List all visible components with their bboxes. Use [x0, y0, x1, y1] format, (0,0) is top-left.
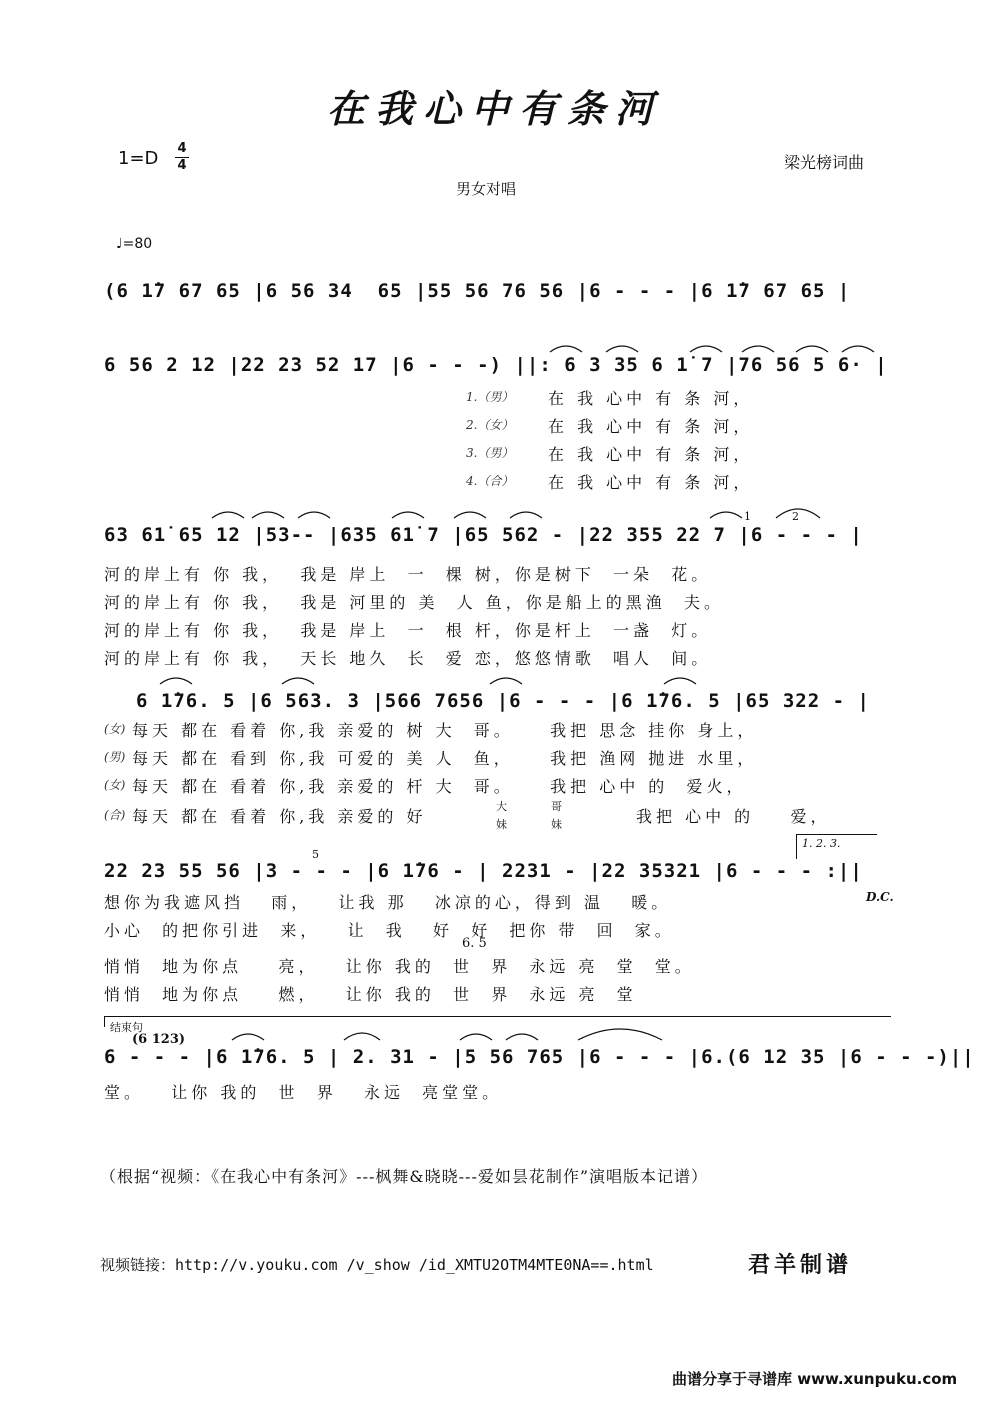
row4-lyric-2: 每天 都在 看到 你,我 可爱的 美 人 鱼， 我把 渔网 抛进 水里， [132, 749, 758, 768]
coda-grace-notes: (6 123) [132, 1032, 186, 1047]
video-link: 视频链接：http://v.youku.com /v_show /id_XMTU2OTM4MTE0NA==.html [100, 1256, 654, 1274]
verse-tag-3: 3.（男） [466, 446, 514, 460]
row4-lyric-1: 每天 都在 看着 你,我 亲爱的 树 大 哥。 我把 思念 挂你 身上， [132, 721, 758, 740]
row4-split-top: 大 哥 [496, 800, 568, 813]
row5-lyric-3: 悄悄 地为你点 亮， 让你 我的 世 界 永远 亮 堂 堂。 [104, 957, 695, 976]
score-row-5: 22 23 55 56 |3 - - - |6 1̇76 - | 2231 - |22 35321 |6 - - - :|| [104, 860, 863, 882]
row5-lyric-1: 想你为我遮风挡 雨， 让我 那 冰凉的心，得到 温 暖。 [104, 893, 672, 912]
site-footer: 曲谱分享于寻谱库 www.xunpuku.com [672, 1370, 958, 1388]
row3-lyric-3: 河的岸上有 你 我， 我是 岸上 一 根 杆，你是杆上 一盏 灯。 [104, 621, 712, 640]
performance-type: 男女对唱 [456, 180, 517, 198]
score-row-3: 63 61̇ 65 12 |53-- |635 61̇ 7 |65 562 - |22 355 22 7 |6 - - - | [104, 524, 863, 546]
coda-lyric: 堂。 让你 我的 世 界 永远 亮堂堂。 [104, 1083, 503, 1102]
song-title: 在我心中有条河 [326, 86, 663, 131]
time-signature-bottom: 4 [177, 158, 187, 173]
verse-lyric-2: 在 我 心中 有 条 河， [548, 417, 754, 436]
row3-lyric-1: 河的岸上有 你 我， 我是 岸上 一 棵 树，你是树下 一朵 花。 [104, 565, 712, 584]
row4-tag-2: (男) [104, 750, 126, 764]
row5-lyric-4: 悄悄 地为你点 燃， 让你 我的 世 界 永远 亮 堂 [104, 985, 637, 1004]
source-note: （根据“视频：《在我心中有条河》---枫舞&晓晓---爱如昙花制作”演唱版本记谱） [100, 1167, 709, 1186]
row5-small-notes: 6. 5 [462, 936, 487, 951]
dc-marking: D.C. [866, 890, 894, 904]
volta-mark-2: 2 [792, 510, 799, 523]
row4-lyric-3: 每天 都在 看着 你,我 亲爱的 杆 大 哥。 我把 心中 的 爱火， [132, 777, 747, 796]
score-row-1: (6 1̇7 67 65 |6 56 34 65 |55 56 76 56 |6 - - - |6 1̇7 67 65 | [104, 280, 851, 302]
composer-credit: 梁光榜词曲 [784, 153, 865, 172]
row4-lyric-4-tail: 我把 心中 的 爱， [636, 807, 831, 826]
row4-split-bottom: 妹 妹 [496, 818, 568, 831]
coda-label: 结束句 [110, 1021, 143, 1034]
row3-lyric-4: 河的岸上有 你 我， 天长 地久 长 爱 恋，悠悠情歌 唱人 间。 [104, 649, 712, 668]
volta-label: 1. 2. 3. [802, 837, 841, 850]
volta-mark-1: 1 [744, 510, 751, 523]
score-row-coda: 6 - - - |6 1̇76. 5 | 2. 31 - |5 56 765 |6 - - - |6.(6 12 35 |6 - - -)|| [104, 1046, 975, 1068]
row4-tag-1: (女) [104, 722, 126, 736]
row3-lyric-2: 河的岸上有 你 我， 我是 河里的 美 人 鱼，你是船上的黑渔 夫。 [104, 593, 724, 612]
transcriber-stamp: 君羊制谱 [748, 1252, 853, 1278]
key-signature: 1=D [118, 148, 159, 169]
tempo-marking: ♩=80 [116, 236, 153, 252]
verse-tag-2: 2.（女） [466, 418, 514, 432]
time-signature-top: 4 [177, 141, 187, 156]
verse-tag-1: 1.（男） [466, 390, 514, 404]
row5-lyric-2: 小心 的把你引进 来， 让 我 好 好 把你 带 回 家。 [104, 921, 675, 940]
verse-lyric-3: 在 我 心中 有 条 河， [548, 445, 754, 464]
verse-tag-4: 4.（合） [466, 474, 514, 488]
row4-tag-4: (合) [104, 808, 126, 822]
verse-lyric-1: 在 我 心中 有 条 河， [548, 389, 754, 408]
score-row-2: 6 56 2 12 |22 23 52 17 |6 - - -) ||: 6 3 35 6 1̇ 7 |76 56 5 6· | [104, 354, 888, 376]
score-row-4: 6 1̇76. 5 |6 563. 3 |566 7656 |6 - - - |6 1̇76. 5 |65 322 - | [136, 690, 870, 712]
row4-lyric-4: 每天 都在 看着 你,我 亲爱的 好 [132, 807, 427, 826]
row4-tag-3: (女) [104, 778, 126, 792]
grace-note: 5 [312, 848, 319, 861]
verse-lyric-4: 在 我 心中 有 条 河， [548, 473, 754, 492]
